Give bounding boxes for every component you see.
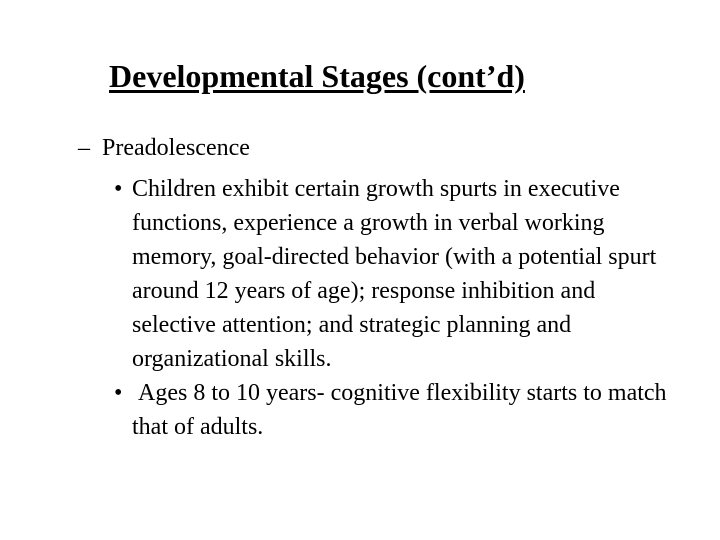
bullet-item — [114, 376, 684, 444]
bullet-marker: • — [114, 380, 123, 406]
subtopic-label: Preadolescence — [102, 135, 250, 161]
bullet-text: Ages 8 to 10 years- cognitive flexibility starts to match that of adults. — [132, 380, 673, 440]
dash-marker: – — [78, 135, 90, 161]
subtopic-line — [78, 131, 250, 165]
bullet-item — [114, 172, 684, 376]
bullet-list — [114, 172, 684, 444]
bullet-marker: • — [114, 176, 123, 202]
bullet-text: Children exhibit certain growth spurts in executive functions, experience a growth in verbal working memory, goal-directed behavior (with a potential spurt around 12 years of age); response inhibition and selective attention; and strategic planning and organizational skills. — [132, 176, 657, 372]
slide-title: Developmental Stages (cont’d) — [109, 58, 525, 94]
